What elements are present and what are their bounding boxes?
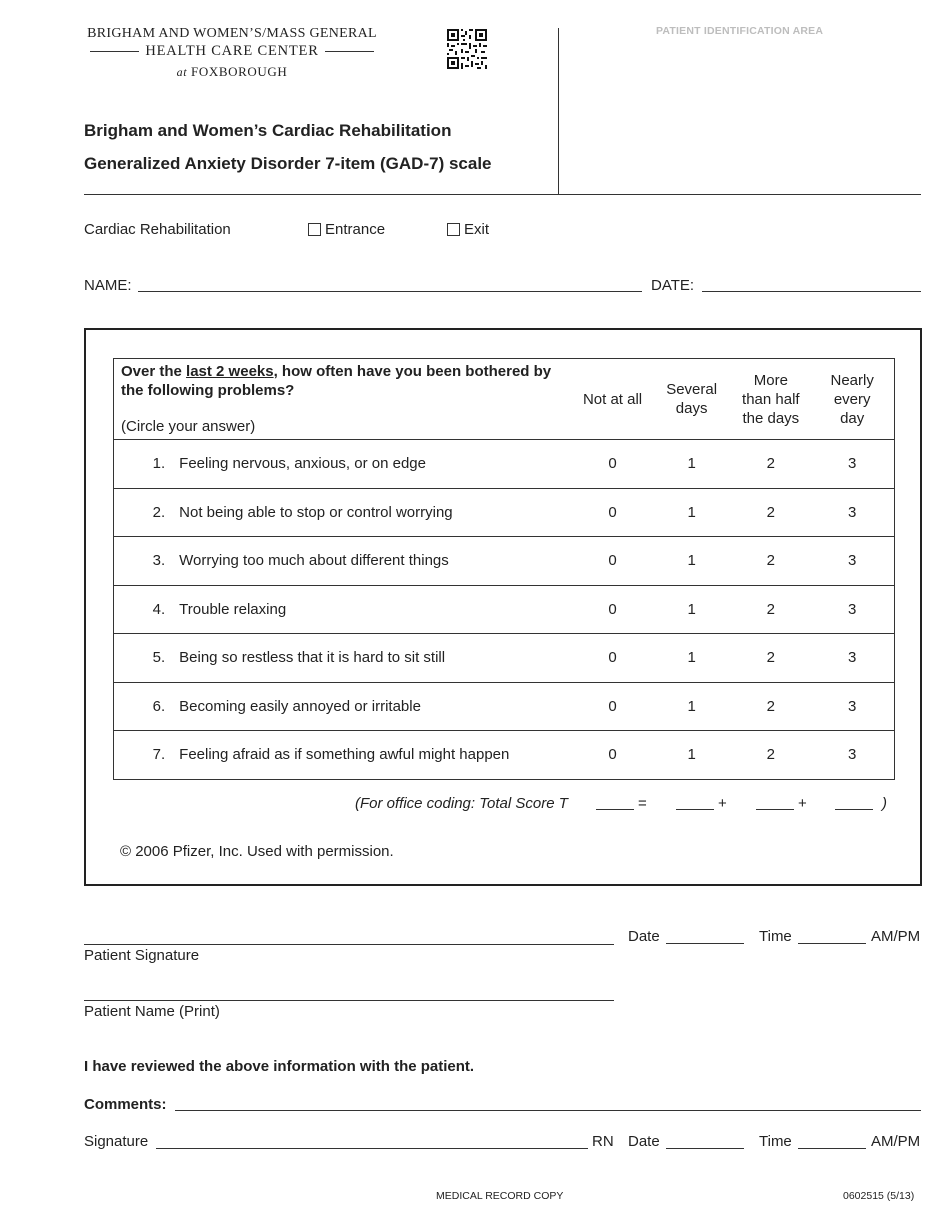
question-prefix: Over the bbox=[121, 363, 187, 380]
logo-line3 bbox=[84, 64, 380, 80]
table-row bbox=[114, 488, 895, 537]
item-number: 3. bbox=[114, 537, 176, 586]
score-option[interactable]: 3 bbox=[810, 634, 894, 683]
exit-checkbox-label: Exit bbox=[464, 221, 490, 238]
score-option[interactable]: 2 bbox=[731, 585, 810, 634]
column-header-not-at-all bbox=[573, 359, 652, 440]
item-number: 5. bbox=[114, 634, 176, 683]
page-subtitle: Generalized Anxiety Disorder 7-item (GAD-7) scale bbox=[84, 154, 492, 173]
staff-date-label: Date bbox=[628, 1133, 660, 1150]
score-option[interactable]: 3 bbox=[810, 682, 894, 731]
score-option[interactable]: 1 bbox=[652, 440, 731, 489]
staff-ampm-label: AM/PM bbox=[871, 1133, 921, 1150]
table-row bbox=[114, 440, 895, 489]
patient-date-label: Date bbox=[628, 928, 660, 945]
score-option[interactable]: 2 bbox=[731, 537, 810, 586]
office-plus-2: + bbox=[798, 795, 807, 812]
name-label: NAME: bbox=[84, 277, 132, 294]
qr-code-icon bbox=[447, 29, 487, 69]
patient-time-field[interactable] bbox=[798, 943, 866, 944]
score-option[interactable]: 3 bbox=[810, 488, 894, 537]
column-header-line: More bbox=[753, 371, 788, 389]
question-header bbox=[114, 359, 574, 440]
item-text: Worrying too much about different things bbox=[175, 537, 573, 586]
table-header-row bbox=[114, 359, 895, 440]
score-option[interactable]: 3 bbox=[810, 440, 894, 489]
score-option[interactable]: 0 bbox=[573, 634, 652, 683]
logo-place: FOXBOROUGH bbox=[191, 64, 288, 79]
page-title: Brigham and Women’s Cardiac Rehabilitation bbox=[84, 121, 452, 140]
column-header-line: Nearly bbox=[830, 371, 874, 389]
total-score-blank[interactable] bbox=[596, 809, 634, 810]
rn-label: RN bbox=[592, 1133, 614, 1150]
score-option[interactable]: 0 bbox=[573, 488, 652, 537]
score-col2-blank[interactable] bbox=[756, 809, 794, 810]
item-text: Not being able to stop or control worrying bbox=[175, 488, 573, 537]
column-header-several-days bbox=[652, 359, 731, 440]
logo-line2 bbox=[84, 43, 380, 60]
score-option[interactable]: 1 bbox=[652, 682, 731, 731]
table-row bbox=[114, 634, 895, 683]
table-row bbox=[114, 585, 895, 634]
review-statement: I have reviewed the above information with the patient. bbox=[84, 1058, 475, 1075]
question-instruction: (Circle your answer) bbox=[121, 418, 256, 435]
header-divider-vertical bbox=[558, 28, 559, 194]
item-number: 6. bbox=[114, 682, 176, 731]
item-number: 4. bbox=[114, 585, 176, 634]
office-plus-1: + bbox=[718, 795, 727, 812]
cardiac-rehab-label: Cardiac Rehabilitation bbox=[84, 221, 231, 238]
comments-field[interactable] bbox=[175, 1110, 921, 1111]
score-option[interactable]: 2 bbox=[731, 731, 810, 780]
footer-record-copy: MEDICAL RECORD COPY bbox=[436, 1190, 564, 1202]
score-option[interactable]: 1 bbox=[652, 488, 731, 537]
item-text: Feeling afraid as if something awful might happen bbox=[175, 731, 573, 780]
staff-time-field[interactable] bbox=[798, 1148, 866, 1149]
column-header-line: Not at all bbox=[582, 390, 643, 408]
staff-date-field[interactable] bbox=[666, 1148, 744, 1149]
column-header-line: days bbox=[675, 400, 708, 417]
office-close-paren: ) bbox=[882, 795, 887, 812]
question-suffix: , how often have you been bothered by the following problems? bbox=[121, 363, 552, 399]
column-header-line: day bbox=[840, 409, 865, 427]
score-option[interactable]: 0 bbox=[573, 731, 652, 780]
score-col1-blank[interactable] bbox=[676, 809, 714, 810]
table-row bbox=[114, 731, 895, 780]
patient-signature-field[interactable] bbox=[84, 944, 614, 945]
entrance-checkbox-box[interactable] bbox=[308, 223, 321, 236]
score-option[interactable]: 2 bbox=[731, 440, 810, 489]
score-option[interactable]: 0 bbox=[573, 682, 652, 731]
patient-name-print-field[interactable] bbox=[84, 1000, 614, 1001]
column-header-nearly-every-day bbox=[810, 359, 894, 440]
patient-time-label: Time bbox=[759, 928, 792, 945]
footer-form-code: 0602515 (5/13) bbox=[843, 1190, 915, 1202]
entrance-checkbox-label: Entrance bbox=[325, 221, 386, 238]
date-label: DATE: bbox=[651, 277, 695, 294]
score-option[interactable]: 1 bbox=[652, 634, 731, 683]
score-option[interactable]: 0 bbox=[573, 585, 652, 634]
logo-rule-left bbox=[90, 51, 139, 52]
logo-rule-right bbox=[325, 51, 374, 52]
staff-signature-label: Signature bbox=[84, 1133, 149, 1150]
patient-name-print-label: Patient Name (Print) bbox=[84, 1003, 220, 1020]
comments-label: Comments: bbox=[84, 1096, 167, 1113]
score-option[interactable]: 3 bbox=[810, 537, 894, 586]
column-header-line: than half bbox=[742, 390, 800, 408]
question-underlined: last 2 weeks bbox=[186, 363, 274, 380]
office-equals: = bbox=[638, 795, 647, 812]
table-row bbox=[114, 537, 895, 586]
column-header-line: Several bbox=[666, 381, 718, 398]
logo-line2-text: HEALTH CARE CENTER bbox=[145, 43, 319, 59]
name-field[interactable] bbox=[138, 291, 642, 292]
score-option[interactable]: 1 bbox=[652, 731, 731, 780]
score-option[interactable]: 3 bbox=[810, 731, 894, 780]
patient-ampm-label: AM/PM bbox=[871, 928, 921, 945]
column-header-line: every bbox=[833, 390, 871, 408]
item-text: Trouble relaxing bbox=[175, 585, 573, 634]
score-option[interactable]: 2 bbox=[731, 682, 810, 731]
staff-signature-field[interactable] bbox=[156, 1148, 588, 1149]
score-option[interactable]: 0 bbox=[573, 537, 652, 586]
score-option[interactable]: 1 bbox=[652, 537, 731, 586]
exit-checkbox[interactable] bbox=[447, 221, 489, 238]
exit-checkbox-box[interactable] bbox=[447, 223, 460, 236]
score-option[interactable]: 0 bbox=[573, 440, 652, 489]
item-text: Becoming easily annoyed or irritable bbox=[175, 682, 573, 731]
item-number: 7. bbox=[114, 731, 176, 780]
item-number: 1. bbox=[114, 440, 176, 489]
column-header-line: the days bbox=[742, 409, 800, 427]
staff-time-label: Time bbox=[759, 1133, 792, 1150]
item-number: 2. bbox=[114, 488, 176, 537]
header-divider bbox=[84, 194, 921, 195]
item-text: Being so restless that it is hard to sit still bbox=[175, 634, 573, 683]
patient-signature-label: Patient Signature bbox=[84, 947, 200, 964]
score-option[interactable]: 3 bbox=[810, 585, 894, 634]
copyright-notice: © 2006 Pfizer, Inc. Used with permission. bbox=[120, 843, 394, 860]
score-option[interactable]: 1 bbox=[652, 585, 731, 634]
entrance-checkbox[interactable] bbox=[308, 221, 385, 238]
office-coding-label: (For office coding: Total Score T bbox=[355, 795, 568, 812]
item-text: Feeling nervous, anxious, or on edge bbox=[175, 440, 573, 489]
logo-at: at bbox=[176, 65, 188, 79]
score-col3-blank[interactable] bbox=[835, 809, 873, 810]
logo-line1: BRIGHAM AND WOMEN’S/MASS GENERAL bbox=[87, 26, 377, 41]
column-header-more-than-half bbox=[731, 359, 810, 440]
table-row bbox=[114, 682, 895, 731]
score-option[interactable]: 2 bbox=[731, 634, 810, 683]
patient-date-field[interactable] bbox=[666, 943, 744, 944]
date-field[interactable] bbox=[702, 291, 921, 292]
score-option[interactable]: 2 bbox=[731, 488, 810, 537]
gad7-table bbox=[113, 358, 895, 780]
patient-id-area-label: PATIENT IDENTIFICATION AREA bbox=[656, 25, 824, 37]
